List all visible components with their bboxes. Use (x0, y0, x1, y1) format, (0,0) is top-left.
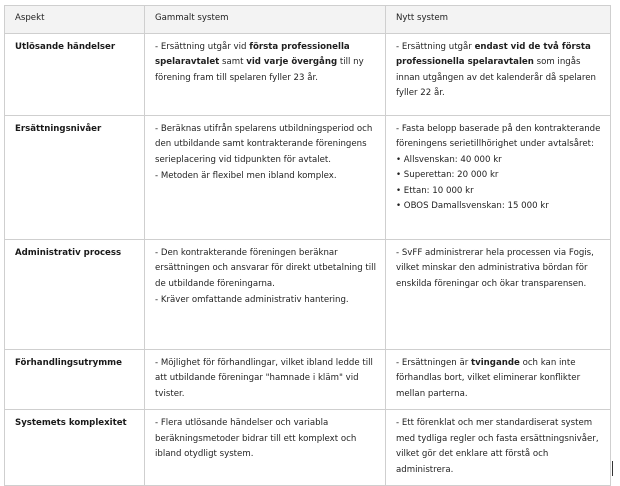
table-header (5, 6, 611, 34)
cell-text (155, 40, 378, 87)
cell-text: - Kräver omfattande administrativ hantering. (155, 295, 349, 305)
cell-text (396, 40, 603, 102)
new-system-cell (386, 239, 611, 349)
old-system-cell (145, 349, 386, 410)
new-system-cell (386, 349, 611, 410)
text-run: - Ersättning utgår (396, 41, 475, 52)
table-row-negotiation-scope (5, 349, 611, 410)
row-label: Utlösande händelser (5, 33, 145, 115)
cell-text: - Beräknas utifrån spelarens utbildningsperiod och den utbildande samt kontrakterande föreningens serieplacering vid tidpunkten för avtalet. (155, 123, 373, 165)
comparison-table (4, 5, 611, 486)
new-system-cell (386, 115, 611, 239)
row-label: Ersättningsnivåer (5, 115, 145, 239)
text-run: samt (219, 57, 247, 67)
old-system-cell (145, 410, 386, 486)
old-system-cell (145, 33, 386, 115)
text-run: och kan inte förhandlas bort, vilket eliminerar konflikter mellan parterna. (396, 357, 581, 399)
old-system-cell (145, 115, 386, 239)
header-new-system: Nytt system (386, 6, 611, 34)
cell-text (396, 356, 603, 403)
cell-text: - SvFF administrerar hela processen via Fogis, vilket minskar den administrativa bördan för enskilda föreningar och ökar transparensen. (396, 247, 594, 289)
new-system-cell (386, 410, 611, 486)
list-item: • OBOS Damallsvenskan: 15 000 kr (396, 201, 549, 211)
cell-text: - Den kontrakterande föreningen beräknar ersättningen och ansvarar för direkt utbetalning till de utbildande föreningarna. (155, 247, 376, 289)
row-label: Systemets komplexitet (5, 410, 145, 486)
cell-text: - Fasta belopp baserade på den kontrakterande föreningens serietillhörighet under avtalsåret: (396, 123, 601, 149)
row-label: Förhandlingsutrymme (5, 349, 145, 410)
bold-text: vid varje övergång (246, 57, 338, 67)
text-run: som ingås innan utgången av det kalenderår då spelaren fyller 22 år. (396, 57, 596, 98)
table-row-triggering-events (5, 33, 611, 115)
old-system-cell (145, 239, 386, 349)
bold-text: tvingande (471, 357, 520, 368)
header-old-system: Gammalt system (145, 6, 386, 34)
text-run: - Ersättningen är (396, 357, 472, 368)
cell-text: - Möjlighet för förhandlingar, vilket ibland ledde till att utbildande föreningar "hamnade i kläm" vid tvister. (155, 357, 373, 399)
text-run: - Ersättning utgår vid (155, 41, 250, 52)
cell-text: - Metoden är flexibel men ibland komplex. (155, 171, 337, 181)
table-row-compensation-levels (5, 115, 611, 239)
bold-text: endast vid de två första professionella spelaravtalen (396, 41, 591, 67)
list-item: • Superettan: 20 000 kr (396, 170, 499, 180)
list-item: • Allsvenskan: 40 000 kr (396, 154, 502, 165)
cell-text: - Ett förenklat och mer standardiserat system med tydliga regler och fasta ersättningsnivåer, vilket gör det enklare att förstå och administrera. (396, 418, 599, 475)
text-cursor (612, 461, 613, 476)
bold-text: första professionella spelaravtalet (155, 41, 350, 67)
row-label: Administrativ process (5, 239, 145, 349)
text-run: till ny förening fram till spelaren fyller 23 år. (155, 57, 364, 83)
table-row-system-complexity (5, 410, 611, 486)
list-item: • Ettan: 10 000 kr (396, 185, 474, 196)
header-row (5, 6, 611, 34)
cell-text: - Flera utlösande händelser och variabla beräkningsmetoder bidrar till ett komplext och ibland otydligt system. (155, 418, 357, 459)
table-row-administrative-process (5, 239, 611, 349)
header-aspect: Aspekt (5, 6, 145, 34)
compensation-level-list (396, 153, 603, 215)
new-system-cell (386, 33, 611, 115)
